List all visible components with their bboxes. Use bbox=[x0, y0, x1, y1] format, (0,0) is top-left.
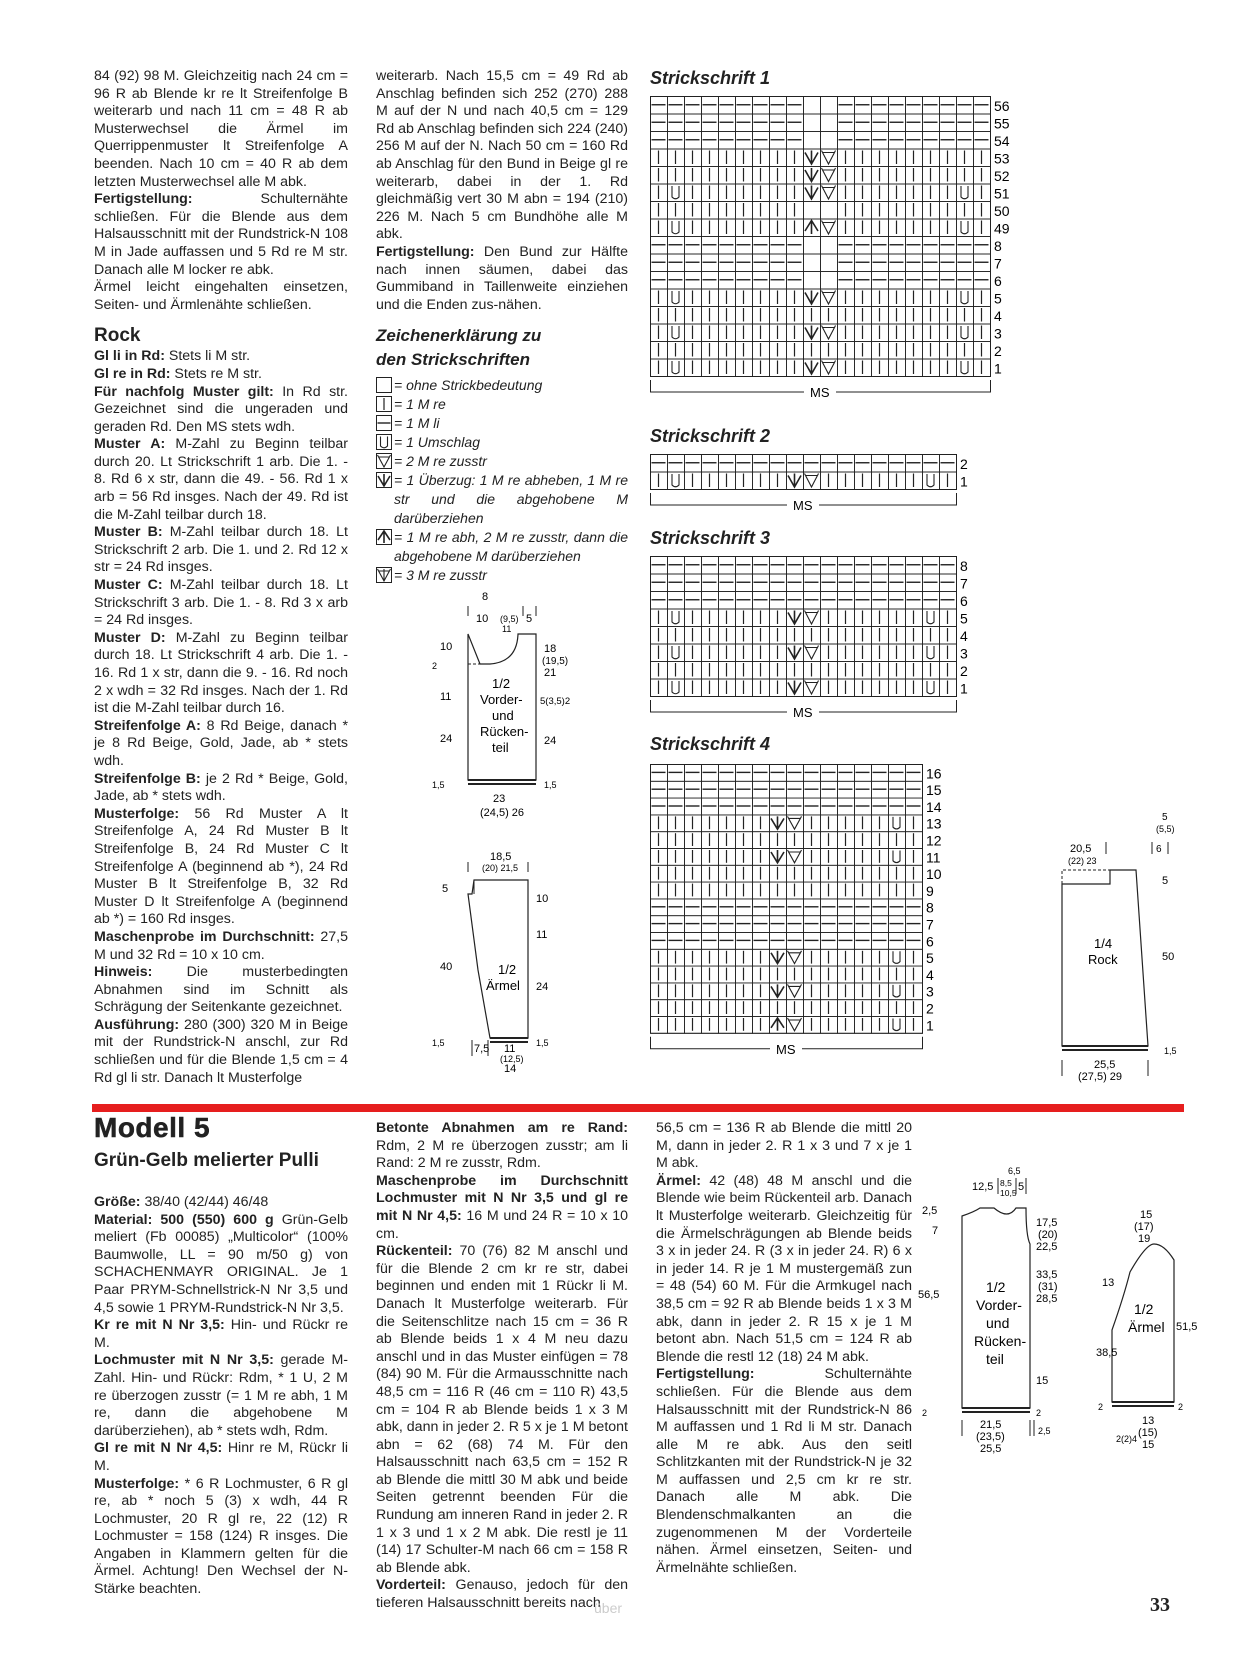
legend-item: = 2 M re zusstr bbox=[376, 452, 628, 471]
label: und bbox=[492, 708, 514, 723]
strickschrift-3 bbox=[650, 556, 1010, 726]
schematic-pulli bbox=[912, 1164, 1072, 1464]
row-number: 2 bbox=[994, 343, 1002, 359]
dim-label: 20,5 bbox=[1070, 843, 1092, 855]
dim-label: (31) bbox=[1038, 1281, 1058, 1293]
column-a bbox=[94, 68, 348, 1087]
schematic-rock bbox=[1040, 810, 1190, 1083]
row-number: 8 bbox=[926, 899, 934, 916]
row-number: 51 bbox=[994, 185, 1010, 202]
row-number: 7 bbox=[926, 916, 934, 933]
row-number: 55 bbox=[994, 115, 1010, 132]
schematic-sleeve bbox=[420, 850, 580, 1075]
paragraph: Fertigstellung: Den Bund zur Hälfte nach innen säumen, dabei das Gummiband in Taillenweite einziehen und die Enden zus-nähen. bbox=[376, 243, 628, 313]
dim-label: 1,5 bbox=[544, 780, 557, 790]
dim-label: 50 bbox=[1162, 951, 1175, 963]
dim-label: 56,5 bbox=[918, 1289, 940, 1301]
chart-title-4: Strickschrift 4 bbox=[650, 734, 771, 754]
paragraph: Ärmel: 42 (48) 48 M anschl und die Blende wie beim Rückenteil arb. Danach lt Musterfolge weiterarb. Gleichzeitig für die Ärmelschrägungen ab Blende beids 3 x in jeder 24. R (3 x in jeder 24. R) 6 x in jeder 14. R je 1 M mustergemäß zun = 48 (54) 60 M. Für die Armkugel nach 38,5 cm = 92 R ab Blende beids 1 x 3 M abk, dann in jeder 2. R 15 x je 1 M betont abn. Nach 51,5 cm = 124 R ab Blende die restl 12 (18) 24 M abk. bbox=[656, 1172, 912, 1365]
paragraph: Musterfolge: 56 Rd Muster A lt Streifenfolge A, 24 Rd Muster B lt Streifenfolge B, 24 Rd Muster C lt Streifenfolge A (beginnend ab *), 24 Rd Muster B lt Streifenfolge B, 32 Rd Muster D lt Streifenfolge A (beginnend ab *) = 160 Rd insges. bbox=[94, 805, 348, 928]
strickschrift-2 bbox=[650, 454, 1010, 524]
dim-label: 13 bbox=[1102, 1277, 1115, 1289]
row-number: 53 bbox=[994, 150, 1010, 167]
dim-label: (9,5) bbox=[500, 614, 519, 624]
row-number: 1 bbox=[926, 1017, 934, 1034]
row-number: 8 bbox=[994, 238, 1002, 254]
column-m3 bbox=[656, 1120, 912, 1577]
schematic-aermel bbox=[1090, 1204, 1200, 1464]
dim-label: 22,5 bbox=[1036, 1241, 1058, 1253]
legend-item: = ohne Strickbedeutung bbox=[376, 376, 628, 395]
dim-label: (12,5) bbox=[500, 1054, 524, 1064]
dim-label: (5,5) bbox=[1156, 824, 1175, 834]
column-m2 bbox=[376, 1120, 628, 1613]
dim-label: 5 bbox=[1162, 812, 1168, 823]
row-number: 8 bbox=[960, 558, 968, 574]
dim-label: 1,5 bbox=[1164, 1046, 1177, 1056]
legend-item: = 1 M re bbox=[376, 395, 628, 414]
row-number: 5 bbox=[994, 290, 1002, 307]
model-title: Modell 5 bbox=[94, 1112, 211, 1143]
page-number: 33 bbox=[1150, 1594, 1170, 1616]
row-number: 50 bbox=[994, 203, 1010, 219]
row-number: 6 bbox=[960, 593, 968, 609]
dim-label: 2 bbox=[922, 1408, 928, 1418]
dim-label: 24 bbox=[544, 735, 557, 747]
dim-label: 10 bbox=[536, 893, 549, 905]
row-number: 6 bbox=[994, 273, 1002, 289]
paragraph: Fertigstellung: Schulternähte schließen. Für die Blende aus dem Halsausschnitt mit der Rundstrick-N 86 M auffassen und 1 Rd li M str. Danach alle M re abk. Aus den seitl Schlitzkanten mit der Rundstrick-N je 32 M auffassen und 2,5 cm kr re str. Danach alle M abk. Die Blendenschmalkanten an die zugenommenen M der Vorderteile nähen. Ärmel einsetzen, Seiten- und Ärmelnähte schließen. bbox=[656, 1366, 912, 1576]
dim-label: 19 bbox=[1138, 1233, 1151, 1245]
sk2p-icon bbox=[376, 529, 392, 545]
dim-label: 5 bbox=[1162, 875, 1169, 887]
ms-label: MS bbox=[776, 1041, 796, 1057]
paragraph: 56,5 cm = 136 R ab Blende die mittl 20 M, dann in jeder 2. R 1 x 3 und 7 x je 1 M abk. bbox=[656, 1120, 912, 1172]
dim-label: 10 bbox=[476, 613, 489, 625]
column-m1 bbox=[94, 1194, 348, 1599]
legend-item: = 1 Überzug: 1 M re abheben, 1 M re str und die abgehobene M darüberziehen bbox=[376, 471, 628, 528]
rock-instructions bbox=[94, 348, 348, 1087]
dim-label: 5(3,5)2 bbox=[540, 696, 571, 707]
dim-label: 11 bbox=[502, 624, 512, 634]
dim-label: 25,5 bbox=[980, 1443, 1002, 1455]
dim-label: (27,5) 29 bbox=[1078, 1071, 1123, 1083]
skp-icon bbox=[376, 472, 392, 488]
section-title-rock: Rock bbox=[94, 325, 141, 347]
knit-icon bbox=[376, 396, 392, 412]
paragraph: Für nachfolg Muster gilt: In Rd str. Gezeichnet sind die ungeraden und geraden Rd. Den MS stets wdh. bbox=[94, 383, 348, 435]
legend-item: = 3 M re zusstr bbox=[376, 566, 628, 585]
legend-item: = 1 M li bbox=[376, 414, 628, 433]
chart-title-1: Strickschrift 1 bbox=[650, 68, 771, 88]
dim-label: (20) bbox=[1038, 1229, 1058, 1241]
dim-label: 1,5 bbox=[536, 1038, 549, 1048]
paragraph: Muster B: M-Zahl teilbar durch 18. Lt Strickschrift 2 arb. Die 1. und 2. Rd 12 x str = 24 Rd insges. bbox=[94, 524, 348, 576]
dim-label: 7,5 bbox=[474, 1043, 490, 1055]
paragraph: Lochmuster mit N Nr 3,5: gerade M-Zahl. Hin- und Rückr: Rdm, * 1 U, 2 M re überzogen zusstr (= 1 M re abh, 1 M re, dann die abgehobene M darüberziehen), ab * stets wdh, Rdm. bbox=[94, 1352, 348, 1439]
row-number: 5 bbox=[960, 610, 968, 627]
dim-label: 15 bbox=[1142, 1439, 1155, 1451]
dim-label: 15 bbox=[1140, 1209, 1153, 1221]
dim-label: 24 bbox=[536, 981, 549, 993]
paragraph: Gl re in Rd: Stets re M str. bbox=[94, 365, 262, 382]
ms-label: MS bbox=[793, 705, 813, 720]
paragraph: Kr re mit N Nr 3,5: Hin- und Rückr re M. bbox=[94, 1317, 348, 1351]
paragraph: Gl re mit N Nr 4,5: Hinr re M, Rückr li M. bbox=[94, 1440, 349, 1474]
dim-label: 5 bbox=[1018, 1181, 1025, 1193]
paragraph: Maschenprobe im Durchschnitt: 27,5 M und 32 Rd = 10 x 10 cm. bbox=[94, 928, 348, 963]
dim-label: 2,5 bbox=[1038, 1426, 1051, 1436]
paragraph: Vorderteil: Genauso, jedoch für den tieferen Halsausschnitt bereits nach bbox=[376, 1577, 628, 1612]
row-number: 54 bbox=[994, 133, 1010, 149]
legend bbox=[376, 376, 628, 585]
paragraph: Material: 500 (550) 600 g Grün-Gelb meliert (Fb 00085) „Multicolor“ (100% Baumwolle, LL = 90 m/50 g) von SCHACHENMAYR ORIGINAL. Je 1 Paar PRYM-Schnellstrick-N Nr 3,5 und 4,5 sowie 1 PRYM-Rundstrick-N Nr 3,5. bbox=[94, 1211, 348, 1316]
k3tog-icon bbox=[376, 567, 392, 583]
label: Vorder- bbox=[976, 1297, 1022, 1313]
row-number: 9 bbox=[926, 882, 934, 899]
dim-label: 11 bbox=[504, 1043, 516, 1055]
k2tog-icon bbox=[376, 453, 392, 469]
dim-label: 40 bbox=[440, 961, 453, 973]
paragraph: Rückenteil: 70 (76) 82 M anschl und für die Blende 2 cm kr re str, dabei beginnen und enden mit 1 Rückr li M. Danach lt Musterfolge weiterarb. Für die Seitenschlitze nach 15 cm = 36 R ab Blende beids 1 x 4 M neu dazu anschl und in das Muster einfügen = 78 (84) 90 M. Für die Armausschnitte nach 48,5 cm = 116 R (46 cm = 110 R) 43,5 cm = 104 R ab Blende beids 1 x 3 M abk, dann in jeder 2. R 5 x je 1 M betont abn = 62 (68) 74 M. Für den Halsausschnitt nach 63,5 cm = 152 R ab Blende die mittl 30 M abk und beide Seiten getrennt beenden Für die Rundung am inneren Rand in jeder 2. R 1 x 3 und 1 x 2 M abk. Die restl je 11 (14) 17 Schulter-M nach 66 cm = 158 R ab Blende abk. bbox=[376, 1243, 628, 1576]
paragraph: Maschenprobe im Durchschnitt Lochmuster mit N Nr 3,5 und gl re mit N Nr 4,5: 16 M und 24 R = 10 x 10 cm. bbox=[376, 1172, 628, 1242]
row-number: 4 bbox=[960, 628, 968, 644]
dim-label: 2,5 bbox=[922, 1205, 938, 1217]
row-number: 4 bbox=[994, 308, 1002, 324]
paragraph: Muster C: M-Zahl teilbar durch 18. Lt Strickschrift 3 arb. Die 1. - 8. Rd 3 x arb = 24 Rd insges. bbox=[94, 577, 348, 629]
dim-label: 6,5 bbox=[1008, 1166, 1021, 1176]
row-number: 7 bbox=[960, 575, 968, 592]
dim-label: 13 bbox=[1142, 1415, 1155, 1427]
model-subtitle: Grün-Gelb melierter Pulli bbox=[94, 1150, 319, 1171]
label: und bbox=[986, 1315, 1010, 1331]
watermark: über bbox=[594, 1600, 623, 1616]
dim-label: 6 bbox=[1156, 844, 1162, 855]
label: teil bbox=[986, 1351, 1004, 1367]
paragraph: Ärmel leicht eingehalten einsetzen, Seiten- und Ärmlenähte schließen. bbox=[94, 279, 348, 313]
row-number: 7 bbox=[994, 255, 1002, 272]
ms-label: MS bbox=[793, 498, 813, 513]
dim-label: 5 bbox=[442, 883, 449, 895]
row-number: 3 bbox=[994, 325, 1002, 342]
row-number: 3 bbox=[926, 983, 934, 1000]
label: 1/2 bbox=[492, 676, 511, 691]
dim-label: 33,5 bbox=[1036, 1269, 1058, 1281]
paragraph: Muster A: M-Zahl zu Beginn teilbar durch 20. Lt Strickschrift 1 arb. Die 1. - 8. Rd 6 x str, dann die 49. - 56. Rd 1 x arb = 56 Rd insges. Nach der 49. Rd ist die M-Zahl teilbar durch 18. bbox=[94, 436, 348, 523]
label: Ärmel bbox=[486, 978, 520, 993]
paragraph: Ausführung: 280 (300) 320 M in Beige mit der Rundstrick-N anschl, zur Rd schließen und für die Blende 1,5 cm = 4 Rd gl li str. Danach lt Musterfolge bbox=[94, 1016, 348, 1086]
dim-label: 38,5 bbox=[1096, 1347, 1118, 1359]
row-number: 2 bbox=[960, 456, 968, 472]
dim-label: 23 bbox=[493, 793, 506, 805]
dim-label: 15 bbox=[1036, 1375, 1049, 1387]
label: teil bbox=[492, 740, 509, 755]
dim-label: 28,5 bbox=[1036, 1293, 1058, 1305]
row-number: 6 bbox=[926, 933, 934, 950]
dim-label: 8 bbox=[482, 591, 489, 603]
row-number: 13 bbox=[926, 815, 942, 832]
label: 1/4 bbox=[1094, 936, 1113, 951]
dim-label: 17,5 bbox=[1036, 1217, 1058, 1229]
row-number: 5 bbox=[926, 950, 934, 967]
legend-item: = 1 Umschlag bbox=[376, 433, 628, 452]
dim-label: 2 bbox=[432, 661, 438, 671]
paragraph: Betonte Abnahmen am re Rand: Rdm, 2 M re überzogen zusstr; am li Rand: 2 M re zusstr, Rdm. bbox=[376, 1120, 628, 1172]
row-number: 10 bbox=[926, 866, 942, 883]
label: 1/2 bbox=[986, 1279, 1006, 1295]
dim-label: 2 bbox=[1036, 1408, 1042, 1418]
dim-label: 18 bbox=[544, 643, 557, 655]
chart-title-2: Strickschrift 2 bbox=[650, 426, 771, 446]
paragraph: Muster D: M-Zahl zu Beginn teilbar durch 18. Lt Strickschrift 4 arb. Die 1. - 16. Rd 1 x str, dann die 9. - 16. Rd noch 2 x wdh = 32 Rd insges. Nach der 1. Rd ist die M-Zahl teilbar durch 16. bbox=[94, 629, 348, 717]
dim-label: 18,5 bbox=[490, 851, 512, 863]
dim-label: 14 bbox=[504, 1063, 517, 1075]
dim-label: 51,5 bbox=[1176, 1321, 1198, 1333]
label: Vorder- bbox=[480, 692, 523, 707]
label: Rücken- bbox=[974, 1333, 1027, 1349]
legend-title: Zeichenerklärung zu den Strickschriften bbox=[376, 326, 542, 370]
dim-label: 10,5 bbox=[1000, 1188, 1017, 1198]
dim-label: (22) 23 bbox=[1068, 856, 1097, 866]
purl-icon bbox=[376, 415, 392, 431]
dim-label: (24,5) 26 bbox=[480, 807, 525, 819]
dim-label: 2(2)4 bbox=[1116, 1434, 1138, 1444]
paragraph: Größe: 38/40 (42/44) 46/48 bbox=[94, 1194, 269, 1210]
paragraph: Streifenfolge B: je 2 Rd * Beige, Gold, Jade, ab * stets wdh. bbox=[94, 770, 348, 805]
dim-label: 2 bbox=[1098, 1402, 1104, 1412]
paragraph: 84 (92) 98 M. Gleichzeitig nach 24 cm = 96 R ab Blende kr re lt Streifenfolge B weiterarb und nach 11 cm = 48 R ab Musterwechsel die Ärmel im Querrippenmuster lt Streifenfolge A beenden. Nach 10 cm = 40 R ab dem letzten Musterwechsel alle M abk. bbox=[94, 68, 348, 190]
section-divider bbox=[92, 1104, 1184, 1112]
label: 1/2 bbox=[1134, 1301, 1154, 1317]
dim-label: (23,5) bbox=[976, 1431, 1005, 1443]
row-number: 15 bbox=[926, 782, 942, 799]
label: 1/2 bbox=[498, 962, 517, 977]
dim-label: 24 bbox=[440, 733, 453, 745]
strickschrift-1 bbox=[650, 96, 1050, 416]
dim-label: 1,5 bbox=[432, 780, 445, 790]
row-number: 4 bbox=[926, 966, 934, 983]
dim-label: 12,5 bbox=[972, 1181, 994, 1193]
ms-label: MS bbox=[810, 385, 830, 400]
dim-label: 5 bbox=[526, 613, 533, 625]
paragraph: Musterfolge: * 6 R Lochmuster, 6 R gl re, ab * noch 5 (3) x wdh, 44 R Lochmuster, 20 R gl re, 22 (12) R Lochmuster = 158 (124) R insges. Die Angaben in Klammern gelten für die Ärmel. Achtung! Den Wechsel der N-Stärke beachten. bbox=[94, 1475, 348, 1598]
empty-icon bbox=[376, 377, 392, 393]
dim-label: (20) 21,5 bbox=[482, 863, 519, 873]
dim-label: 2 bbox=[1178, 1402, 1184, 1412]
yo-icon bbox=[376, 434, 392, 450]
row-number: 49 bbox=[994, 220, 1010, 237]
paragraph: Fertigstellung: Schulternähte schließen. Für die Blende aus dem Halsausschnitt mit der Rundstrick-N 108 M in Jade auffassen und 5 Rd re M str. Danach alle M locker re abk. bbox=[94, 191, 348, 278]
strickschrift-4 bbox=[650, 764, 980, 1084]
dim-label: 21,5 bbox=[980, 1419, 1002, 1431]
dim-label: 10 bbox=[440, 641, 453, 653]
row-number: 11 bbox=[926, 849, 941, 866]
row-number: 1 bbox=[960, 680, 968, 697]
legend-item: = 1 M re abh, 2 M re zusstr, dann die abgehobene M darüberziehen bbox=[376, 528, 628, 566]
paragraph: Gl li in Rd: Stets li M str. bbox=[94, 348, 251, 365]
row-number: 56 bbox=[994, 98, 1010, 114]
row-number: 3 bbox=[960, 645, 968, 662]
dim-label: 11 bbox=[440, 691, 452, 703]
dim-label: (17) bbox=[1134, 1221, 1154, 1233]
row-number: 14 bbox=[926, 798, 942, 815]
row-number: 52 bbox=[994, 168, 1010, 184]
label: Rock bbox=[1088, 952, 1118, 967]
dim-label: 11 bbox=[536, 929, 548, 941]
row-number: 1 bbox=[994, 360, 1002, 377]
paragraph: Hinweis: Die musterbedingten Abnahmen sind im Schnitt als Schrägung der Seitenkante gezeichnet. bbox=[94, 964, 348, 1016]
label: Rücken- bbox=[480, 724, 529, 739]
dim-label: 7 bbox=[932, 1225, 939, 1237]
dim-label: (19,5) bbox=[542, 656, 569, 667]
dim-label: 21 bbox=[544, 667, 557, 679]
paragraph: weiterarb. Nach 15,5 cm = 49 Rd ab Anschlag befinden sich 252 (270) 288 M auf der N und nach 40,5 cm = 129 Rd ab Anschlag befinden sich 224 (240) 256 M auf der N. Nach 50 cm = 160 Rd ab Anschlag für den Bund in Beige gl re weiterarb, dabei in der 1. Rd gleichmäßig vert 30 M abn = 194 (210) 226 M. Nach 5 cm Bundhöhe alle M abk. bbox=[376, 68, 628, 243]
column-b bbox=[376, 68, 628, 585]
row-number: 12 bbox=[926, 832, 942, 849]
row-number: 16 bbox=[926, 765, 942, 782]
dim-label: 1,5 bbox=[432, 1038, 445, 1048]
dim-label: 25,5 bbox=[1094, 1059, 1116, 1071]
row-number: 2 bbox=[926, 1000, 934, 1017]
schematic-body bbox=[420, 592, 590, 822]
dim-label: 8,5 bbox=[1000, 1178, 1012, 1188]
label: Ärmel bbox=[1128, 1319, 1165, 1335]
dim-label: (15) bbox=[1138, 1427, 1158, 1439]
row-number: 1 bbox=[960, 473, 968, 490]
chart-title-3: Strickschrift 3 bbox=[650, 528, 771, 548]
row-number: 2 bbox=[960, 663, 968, 679]
paragraph: Streifenfolge A: 8 Rd Beige, danach * je 8 Rd Beige, Gold, Jade, ab * stets wdh. bbox=[94, 717, 349, 769]
